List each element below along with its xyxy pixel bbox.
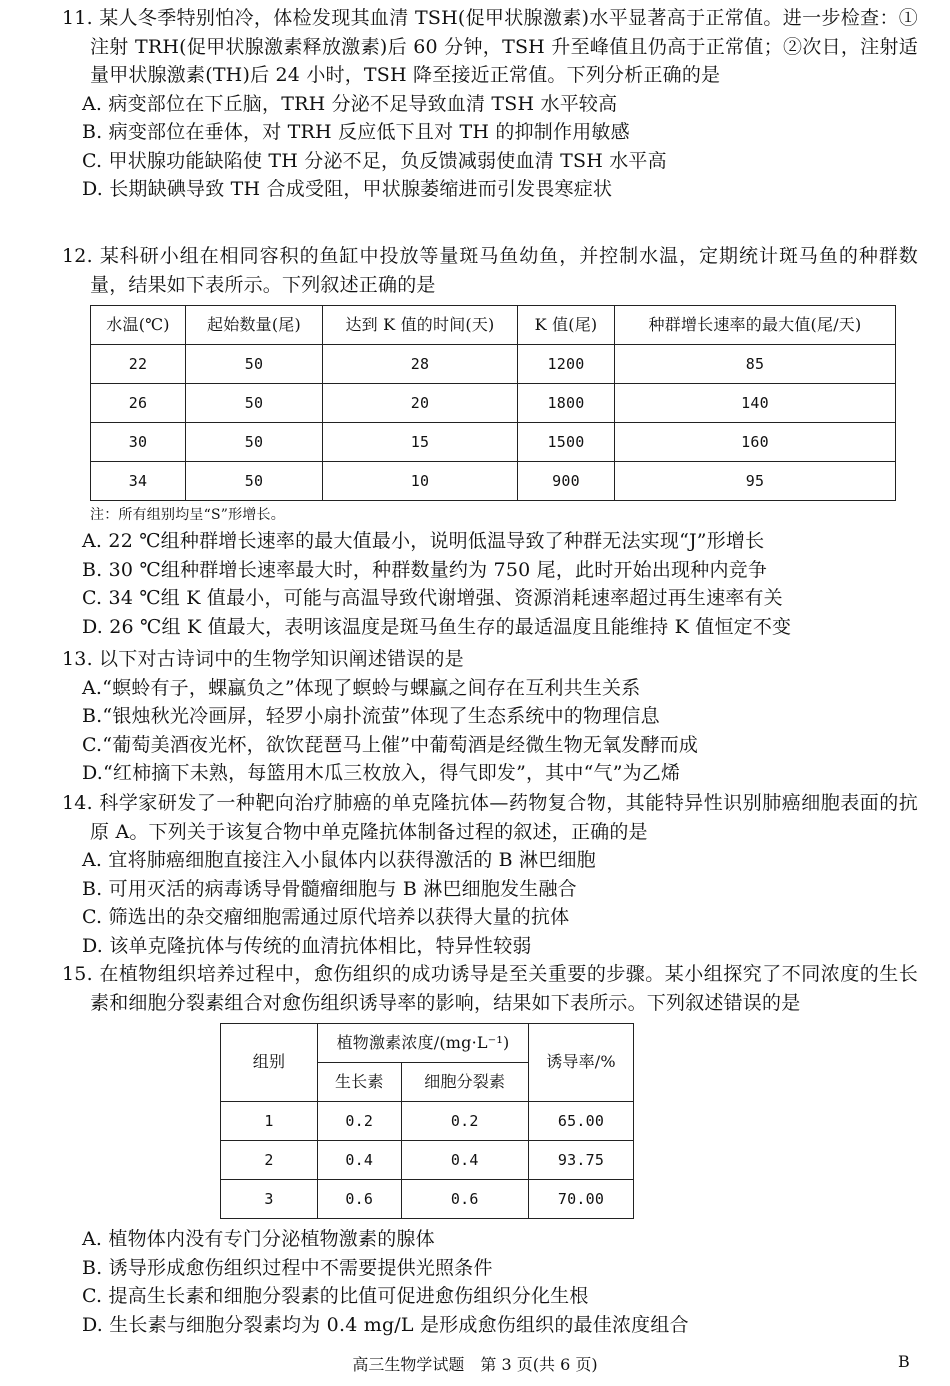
table-cell: 0.2 [401,1102,528,1141]
option-a: A. 22 ℃组种群增长速率的最大值最小，说明低温导致了种群无法实现“J”形增长 [82,530,765,552]
table-cell: 22 [91,345,186,384]
option-b: B. 可用灭活的病毒诱导骨髓瘤细胞与 B 淋巴细胞发生融合 [82,877,577,900]
header-temp: 水温(℃) [91,306,186,345]
table-cell: 15 [323,423,518,462]
option-a: A. 病变部位在下丘脑，TRH 分泌不足导致血清 TSH 水平较高 [82,92,618,115]
page-footer: 高三生物学试题 第 3 页(共 6 页) [352,1355,598,1374]
callus-induction-table [220,1023,634,1219]
table-row [91,462,896,501]
table-cell: 0.6 [401,1180,528,1219]
table-cell: 70.00 [529,1180,634,1219]
option-c: C. 筛选出的杂交瘤细胞需通过原代培养以获得大量的抗体 [82,906,570,928]
table-cell: 0.2 [318,1102,402,1141]
table-row [221,1102,634,1141]
table-row [91,384,896,423]
table-cell: 95 [615,462,896,501]
option-a: A. 植物体内没有专门分泌植物激素的腺体 [82,1228,435,1250]
table-cell: 1200 [518,345,615,384]
table-cell: 2 [221,1141,318,1180]
option-b: B. 30 ℃组种群增长速率最大时，种群数量约为 750 尾，此时开始出现种内竞争 [82,558,768,581]
table-cell: 0.4 [401,1141,528,1180]
table-cell: 160 [615,423,896,462]
table-header-row [91,306,896,345]
option-c: C. 提高生长素和细胞分裂素的比值可促进愈伤组织分化生根 [82,1285,589,1307]
option-d: D. 26 ℃组 K 值最大，表明该温度是斑马鱼生存的最适温度且能维持 K 值恒定不变 [82,615,792,638]
header-k-time: 达到 K 值的时间(天) [323,306,518,345]
question-11 [62,4,918,204]
option-c: C. 甲状腺功能缺陷使 TH 分泌不足，负反馈减弱使血清 TSH 水平高 [82,149,667,172]
table-row [221,1180,634,1219]
header-group: 组别 [221,1024,318,1102]
header-start-count: 起始数量(尾) [186,306,323,345]
table-cell: 1 [221,1102,318,1141]
option-a: A. 宜将肺癌细胞直接注入小鼠体内以获得激活的 B 淋巴细胞 [82,849,596,871]
header-hormone-conc: 植物激素浓度/(mg·L⁻¹) [318,1024,529,1063]
question-14 [62,789,918,960]
table-cell: 0.4 [318,1141,402,1180]
paper-version-mark: B [898,1352,910,1371]
table-cell: 140 [615,384,896,423]
question-stem: 15. 在植物组织培养过程中，愈伤组织的成功诱导是至关重要的步骤。某小组探究了不同浓度的生长素和细胞分裂素组合对愈伤组织诱导率的影响，结果如下表所示。下列叙述错误的是 [62,963,918,1014]
option-b: B. 诱导形成愈伤组织过程中不需要提供光照条件 [82,1256,493,1279]
table-cell: 26 [91,384,186,423]
table-note: 注：所有组别均呈“S”形增长。 [90,507,285,523]
option-d: D. 该单克隆抗体与传统的血清抗体相比，特异性较弱 [82,934,532,957]
question-13 [62,645,918,788]
header-k-value: K 值(尾) [518,306,615,345]
table-cell: 1500 [518,423,615,462]
option-a: A.“螟蛉有子，蜾蠃负之”体现了螟蛉与蜾蠃之间存在互利共生关系 [82,676,641,699]
table-row [91,345,896,384]
option-c: C.“葡萄美酒夜光杯，欲饮琵琶马上催”中葡萄酒是经微生物无氧发酵而成 [82,733,699,756]
option-c: C. 34 ℃组 K 值最小，可能与高温导致代谢增强、资源消耗速率超过再生速率有关 [82,587,783,609]
table-cell: 20 [323,384,518,423]
table-cell: 50 [186,384,323,423]
table-cell: 3 [221,1180,318,1219]
question-stem: 11. 某人冬季特别怕冷，体检发现其血清 TSH(促甲状腺激素)水平显著高于正常值。进一步检查：①注射 TRH(促甲状腺激素释放激素)后 60 分钟，TSH 升至峰值且仍高于正常值；②次日，注射适量甲状腺激素(TH)后 24 小时，TSH 降至接近正常值。下列分析正确的是 [62,7,918,86]
table-cell: 0.6 [318,1180,402,1219]
table-row [91,423,896,462]
table-cell: 85 [615,345,896,384]
table-cell: 50 [186,423,323,462]
option-d: D. 生长素与细胞分裂素均为 0.4 mg/L 是形成愈伤组织的最佳浓度组合 [82,1313,689,1336]
table-cell: 28 [323,345,518,384]
table-cell: 34 [91,462,186,501]
table-cell: 900 [518,462,615,501]
table-row [221,1141,634,1180]
table-cell: 93.75 [529,1141,634,1180]
header-cytokinin: 细胞分裂素 [401,1063,528,1102]
zebrafish-table [90,305,896,501]
question-stem: 14. 科学家研发了一种靶向治疗肺癌的单克隆抗体—药物复合物，其能特异性识别肺癌细胞表面的抗原 A。下列关于该复合物中单克隆抗体制备过程的叙述，正确的是 [62,792,918,843]
header-induction-rate: 诱导率/% [529,1024,634,1102]
table-header-row [221,1024,634,1063]
question-stem: 12. 某科研小组在相同容积的鱼缸中投放等量斑马鱼幼鱼，并控制水温，定期统计斑马鱼的种群数量，结果如下表所示。下列叙述正确的是 [62,245,918,296]
option-d: D. 长期缺碘导致 TH 合成受阻，甲状腺萎缩进而引发畏寒症状 [82,178,613,200]
option-d: D.“红柿摘下未熟，每篮用木瓜三枚放入，得气即发”，其中“气”为乙烯 [82,762,681,784]
option-b: B.“银烛秋光冷画屏，轻罗小扇扑流萤”体现了生态系统中的物理信息 [82,705,660,727]
option-b: B. 病变部位在垂体，对 TRH 反应低下且对 TH 的抑制作用敏感 [82,121,630,143]
header-max-rate: 种群增长速率的最大值(尾/天) [615,306,896,345]
question-15 [62,960,918,1339]
table-cell: 65.00 [529,1102,634,1141]
table-cell: 50 [186,345,323,384]
header-auxin: 生长素 [318,1063,402,1102]
question-stem: 13. 以下对古诗词中的生物学知识阐述错误的是 [62,648,464,670]
question-12 [62,242,918,641]
table-cell: 10 [323,462,518,501]
table-cell: 50 [186,462,323,501]
table-cell: 1800 [518,384,615,423]
table-cell: 30 [91,423,186,462]
